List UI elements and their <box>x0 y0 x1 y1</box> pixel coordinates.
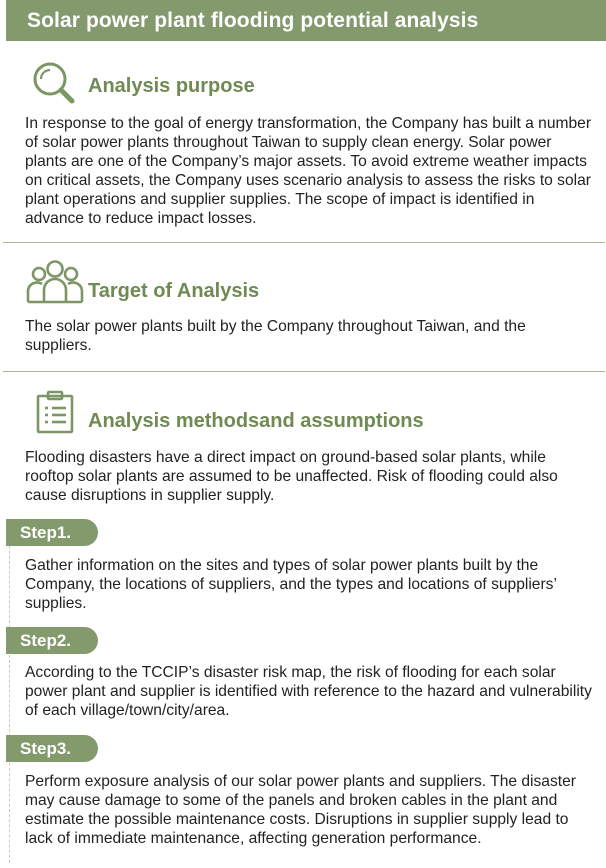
methods-heading: Analysis methodsand assumptions <box>88 410 424 432</box>
step-1-text: Gather information on the sites and types of solar power plants built by the Company, the locations of suppliers, and the types and locations of suppliers’ supplies. <box>25 557 557 612</box>
methods-text: Flooding disasters have a direct impact on ground-based solar plants, while rooftop solar plants are assumed to be unaffected. Risk of flooding could also cause disruptions in supplier supply. <box>25 449 558 504</box>
step-connector <box>9 763 10 863</box>
purpose-heading: Analysis purpose <box>88 75 255 97</box>
step-2-badge: Step2. <box>6 627 98 654</box>
step-connector <box>9 546 10 628</box>
divider <box>3 371 605 372</box>
purpose-text: In response to the goal of energy transformation, the Company has built a number of solar power plants throughout Taiwan to supply clean energy. Solar power plants are one of the Company’s major assets. To avoid extreme weather impacts on critical assets, the Company uses scenario analysis to assess the risks to solar plant operations and supplier supplies. The scope of impact is identified in advance to reduce impact losses. <box>25 115 592 227</box>
step-3-badge: Step3. <box>6 735 98 762</box>
page-title: Solar power plant flooding potential analysis <box>6 0 606 41</box>
target-text: The solar power plants built by the Company throughout Taiwan, and the suppliers. <box>25 318 526 354</box>
clipboard-list-icon <box>36 390 74 434</box>
people-group-icon <box>26 259 84 305</box>
target-heading: Target of Analysis <box>88 280 260 302</box>
magnifier-icon <box>30 59 76 105</box>
step-1-badge: Step1. <box>6 519 98 546</box>
step-2-text: According to the TCCIP’s disaster risk map, the risk of flooding for each solar power plant and supplier is identified with reference to the hazard and vulnerability of each village/town/city/area. <box>25 664 592 719</box>
step-connector <box>9 655 10 737</box>
step-3-text: Perform exposure analysis of our solar power plants and suppliers. The disaster may cause damage to some of the panels and broken cables in the plant and estimate the possible maintenance costs. Disruptions in supplier supply lead to lack of immediate maintenance, affecting generation performance. <box>25 773 576 847</box>
divider <box>3 242 605 243</box>
